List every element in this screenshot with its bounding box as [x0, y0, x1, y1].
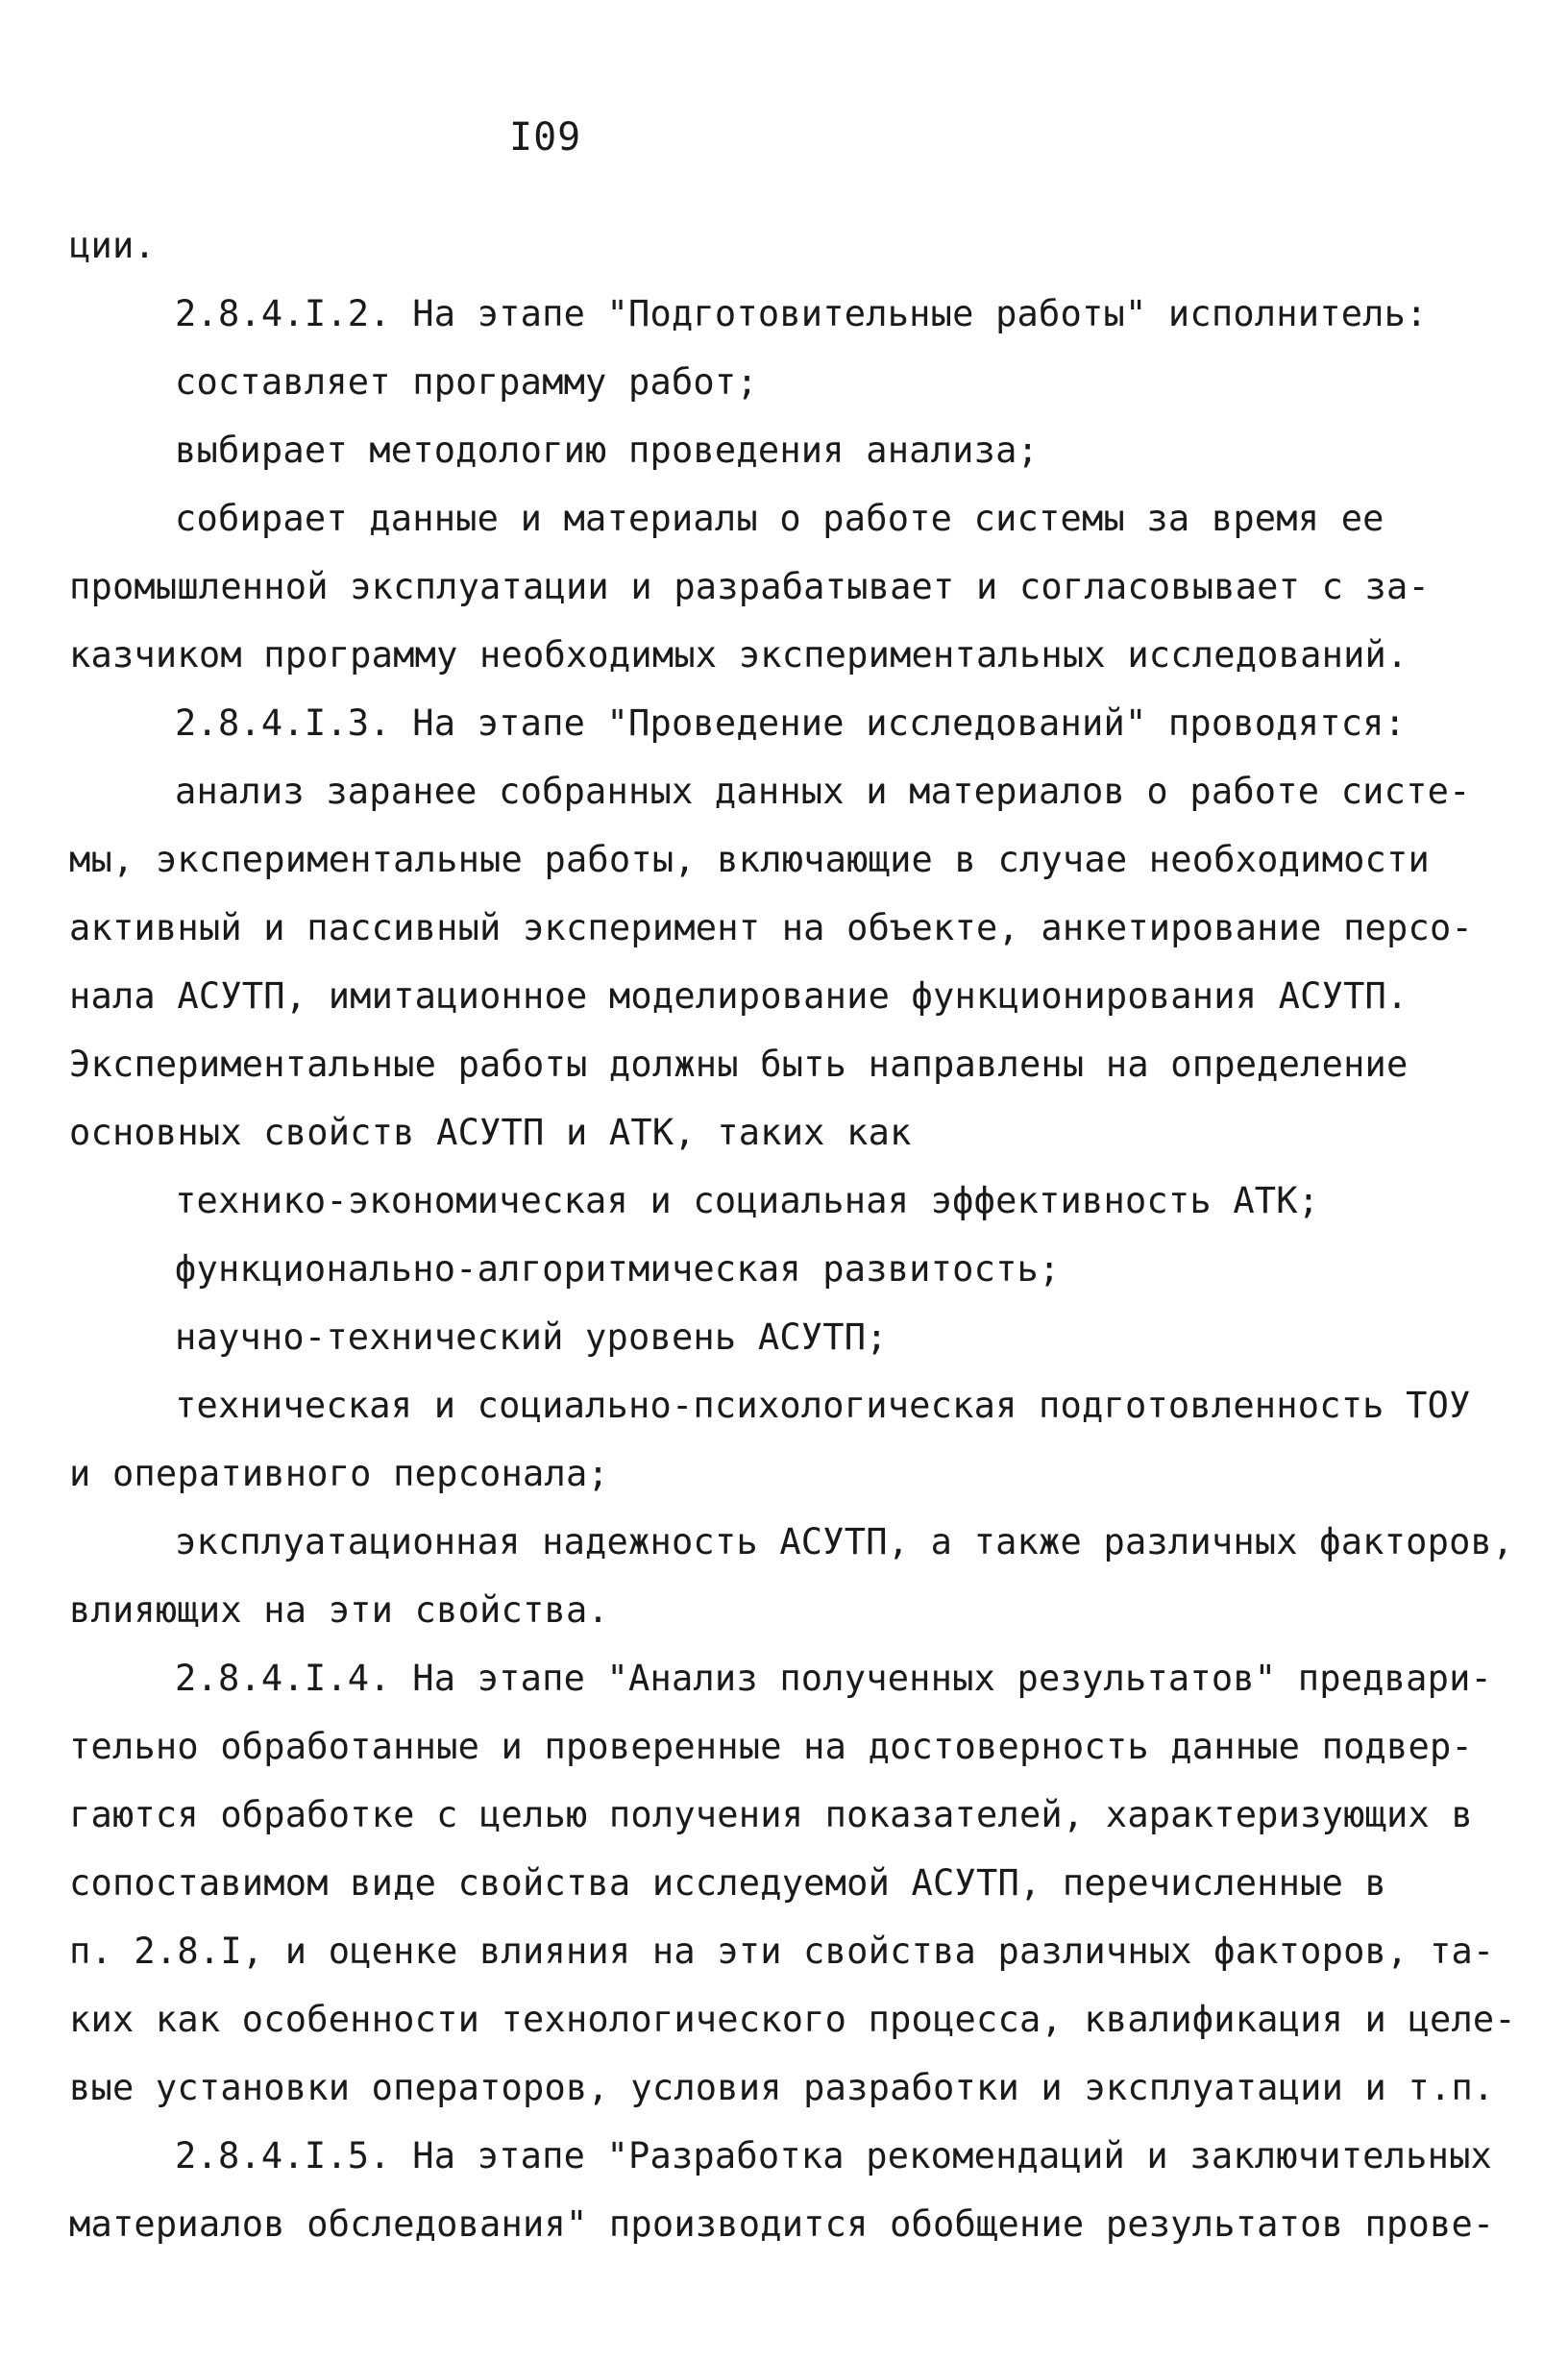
text-line: материалов обследования" производится обобщение результатов прове-	[69, 2203, 1495, 2245]
text-line: 2.8.4.I.3. На этапе "Проведение исследований" проводятся:	[175, 702, 1407, 744]
text-line: гаются обработке с целью получения показателей, характеризующих в	[69, 1794, 1473, 1835]
text-line: функционально-алгоритмическая развитость;	[175, 1248, 1061, 1290]
text-line: влияющих на эти свойства.	[69, 1589, 609, 1631]
text-line: промышленной эксплуатации и разрабатывает и согласовывает с за-	[69, 566, 1430, 607]
text-line: ции.	[69, 225, 156, 266]
page-number: I09	[509, 115, 582, 160]
text-line: эксплуатационная надежность АСУТП, а также различных факторов,	[175, 1521, 1514, 1562]
text-line: Экспериментальные работы должны быть направлены на определение	[69, 1044, 1409, 1085]
document-body	[69, 211, 1530, 2258]
text-line: казчиком программу необходимых экспериментальных исследований.	[69, 634, 1409, 676]
text-line: п. 2.8.I, и оценке влияния на эти свойства различных факторов, та-	[69, 1931, 1495, 1972]
text-line: активный и пассивный эксперимент на объекте, анкетирование персо-	[69, 907, 1473, 948]
text-line: составляет программу работ;	[175, 361, 758, 403]
text-line: нала АСУТП, имитационное моделирование функционирования АСУТП.	[69, 975, 1409, 1017]
text-line: анализ заранее собранных данных и материалов о работе систе-	[175, 771, 1471, 812]
text-line: тельно обработанные и проверенные на достоверность данные подвер-	[69, 1726, 1473, 1767]
text-line: ких как особенности технологического процесса, квалификация и целе-	[69, 1999, 1516, 2040]
text-line: 2.8.4.I.2. На этапе "Подготовительные работы" исполнитель:	[175, 293, 1428, 334]
text-line: сопоставимом виде свойства исследуемой АСУТП, перечисленные в	[69, 1862, 1387, 1904]
text-line: мы, экспериментальные работы, включающие в случае необходимости	[69, 839, 1430, 880]
text-line: и оперативного персонала;	[69, 1453, 609, 1494]
text-line: 2.8.4.I.4. На этапе "Анализ полученных результатов" предвари-	[175, 1658, 1493, 1699]
text-line: техническая и социально-психологическая подготовленность ТОУ	[175, 1385, 1471, 1426]
text-line: выбирает методологию проведения анализа;	[175, 430, 1040, 471]
text-line: научно-технический уровень АСУТП;	[175, 1316, 888, 1358]
text-line: основных свойств АСУТП и АТК, таких как	[69, 1112, 912, 1153]
text-line: вые установки операторов, условия разработки и эксплуатации и т.п.	[69, 2067, 1495, 2108]
text-line: 2.8.4.I.5. На этапе "Разработка рекомендаций и заключительных	[175, 2135, 1493, 2177]
text-line: технико-экономическая и социальная эффективность АТК;	[175, 1180, 1320, 1221]
text-line: собирает данные и материалы о работе системы за время ее	[175, 498, 1384, 539]
